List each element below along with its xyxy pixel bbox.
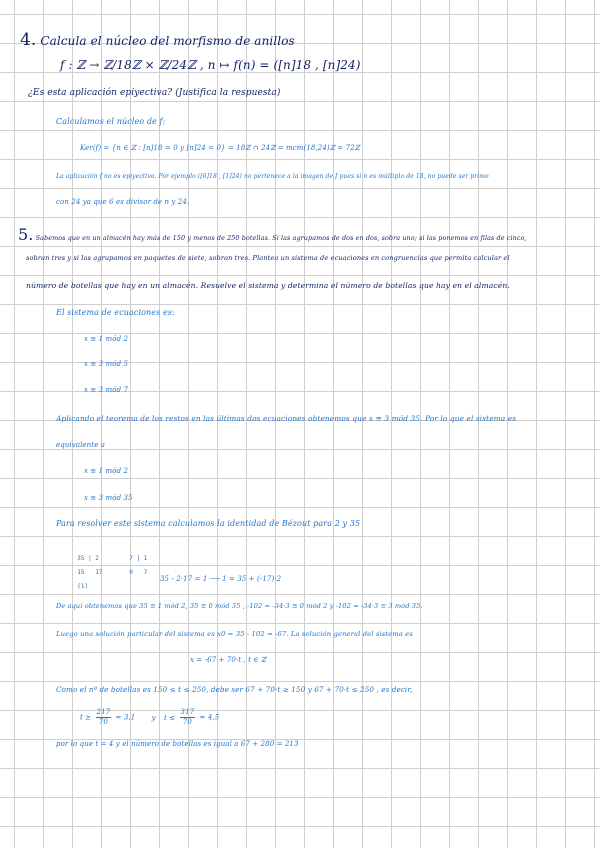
division-35-by-2-top: 35 | 2: [77, 555, 99, 562]
ineq-a-fraction: [96, 708, 112, 727]
exercise4-solution-2: Ker(f) = {n ∈ ℤ : [n]18 = 0 y [n]24 = 0} = 18ℤ ∩ 24ℤ = mcm(18,24)ℤ = 72ℤ: [80, 144, 360, 152]
division-2-by-1-top: 7 | 1: [129, 555, 148, 562]
division-35-by-2-middle: 15 17: [77, 569, 103, 576]
crt-line-1: Aplicando el teorema de los restos en las últimas dos ecuaciones obtenemos que x ≡ 3 mód 35. Por lo que el sistema es: [56, 414, 517, 423]
ineq-a-value: = 3,1: [115, 713, 136, 722]
equation-4: x ≡ 1 mód 2: [84, 467, 129, 475]
ineq-b-denominator: 70: [182, 718, 192, 726]
system-intro: El sistema de ecuaciones es:: [56, 308, 175, 317]
crt-line-2: equivalente a: [56, 441, 106, 449]
equation-5: x ≡ 3 mód 35: [84, 494, 133, 502]
exercise4-map-definition: f : ℤ → ℤ/18ℤ × ℤ/24ℤ , n ↦ f(n) = ([n]18 , [n]24): [60, 58, 361, 72]
equation-3: x ≡ 3 mód 7: [84, 386, 129, 394]
general-solution: x = -67 + 70·t , t ∈ ℤ: [190, 656, 267, 664]
exercise5-text-1: Sabemos que en un almacén hay más de 150 y menos de 250 botellas. Si las agrupamos de dos en dos, sobra uno; si las ponemos en filas de cinco,: [35, 234, 527, 242]
division-2-by-1-middle: 0 7: [129, 569, 148, 576]
count-condition: Como el nº de botellas es 150 ≤ t ≤ 250, debe ser 67 + 70·t ≥ 150 y 67 + 70·t ≤ 250 , es decir,: [56, 685, 413, 694]
exercise4-title: Calcula el núcleo del morfismo de anillos: [40, 34, 295, 48]
equation-2: x ≡ 3 mód 5: [84, 360, 129, 368]
exercise4-question: ¿Es esta aplicación epiyectiva? (Justifica la respuesta): [28, 88, 281, 98]
bezout-identity: 35 - 2·17 = 1 ⟶ 1 = 35 + (-17)·2: [160, 575, 282, 583]
ineq-b-lead: t ≤: [164, 713, 176, 722]
particular-solution: Luego una solución particular del sistema es x0 = 35 - 102 = -67. La solución general del sistema es: [56, 630, 413, 638]
exercise4-solution-3: La aplicación f no es epiyectiva. Por ejemplo ([6]18 , [1]24) no pertenece a la imagen de f pues si n es múltiplo de 18, no puede ser primo: [56, 173, 489, 180]
exercise4-number: 4.: [20, 30, 37, 50]
exercise4-solution-1: Calculamos el núcleo de f:: [56, 117, 166, 126]
division-35-by-2-bottom: (1): [77, 583, 89, 590]
ineq-conjunction: y: [151, 713, 156, 722]
exercise4-heading: [20, 30, 295, 50]
derivation-line: De aquí obtenemos que 35 ≡ 1 mód 2, 35 ≡ 0 mód 35 , -102 = -34·3 ≡ 0 mód 2 y -102 = -34·3 ≡ 3 mód 35.: [56, 602, 423, 610]
equation-1: x ≡ 1 mód 2: [84, 335, 129, 343]
bezout-intro: Para resolver este sistema calculamos la identidad de Bézout para 2 y 35: [56, 519, 361, 528]
ineq-b-numerator: 317: [180, 708, 195, 716]
ineq-a-denominator: 70: [98, 718, 108, 726]
ineq-a-lead: t ≥: [80, 713, 92, 722]
exercise5-paragraph-2: sobran tres y si las agrupamos en paquetes de siete, sobran tres. Plantea un sistema de ecuaciones en congruencias que permita calcular el: [26, 254, 510, 262]
exercise5-paragraph-3: número de botellas que hay en un almacén. Resuelve el sistema y determina el número de botellas que hay en el almacén.: [26, 281, 510, 290]
ineq-b-fraction: [180, 708, 196, 727]
exercise5-paragraph-1: [18, 225, 527, 244]
ineq-a-numerator: 217: [96, 708, 111, 716]
exercise4-solution-4: con 24 ya que 6 es divisor de n y 24.: [56, 198, 190, 206]
division-2-by-1: [122, 548, 147, 576]
ineq-b-value: = 4,5: [199, 713, 220, 722]
final-answer: por lo que t = 4 y el número de botellas es igual a 67 + 280 = 213: [56, 740, 299, 748]
exercise5-number: 5.: [18, 225, 34, 244]
division-35-by-2: [70, 548, 103, 590]
inequalities: [80, 708, 219, 727]
